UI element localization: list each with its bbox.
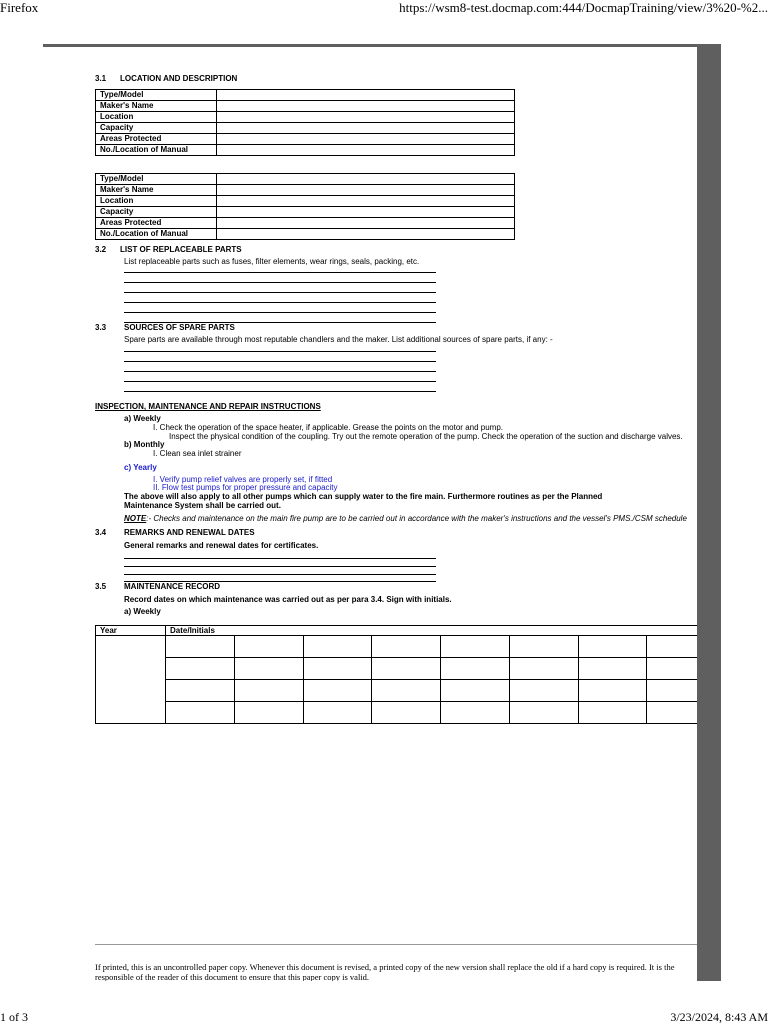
record-cell [647, 702, 697, 724]
section-3-3-number: 3.3 [95, 323, 107, 332]
table-row-label: Type/Model [96, 90, 217, 101]
record-cell [372, 658, 441, 680]
year-cell [96, 636, 166, 724]
table-cell [217, 134, 515, 145]
record-cell [166, 702, 235, 724]
section-3-2-title: LIST OF REPLACEABLE PARTS [120, 245, 242, 254]
inspection-title: INSPECTION, MAINTENANCE AND REPAIR INSTRUCTIONS [95, 402, 321, 411]
record-cell [166, 636, 235, 658]
table-row-label: Maker's Name [96, 185, 217, 196]
table-cell [217, 229, 515, 240]
section-3-1-number: 3.1 [95, 74, 107, 83]
record-cell [441, 658, 510, 680]
record-cell [372, 636, 441, 658]
record-cell [166, 680, 235, 702]
section-3-4-title: REMARKS AND RENEWAL DATES [124, 528, 255, 537]
record-cell [509, 680, 578, 702]
inspection-note [124, 514, 687, 524]
section-3-4-text: General remarks and renewal dates for certificates. [124, 541, 319, 550]
record-cell [372, 680, 441, 702]
write-line [124, 371, 436, 372]
record-cell [303, 658, 372, 680]
uncontrolled-copy-disclaimer: If printed, this is an uncontrolled paper copy. Whenever this document is revised, a printed copy of the new version shall replace the old if a hard copy is required. It is the responsible of the reader of this document to ensure that this paper copy is valid. [95, 962, 675, 981]
table-row-label: Areas Protected [96, 218, 217, 229]
write-line [124, 381, 436, 382]
table-cell [217, 196, 515, 207]
yearly-label: c) Yearly [124, 463, 157, 472]
record-cell [509, 636, 578, 658]
record-cell [234, 636, 303, 658]
col-year: Year [96, 626, 166, 636]
record-cell [509, 658, 578, 680]
document-viewer [43, 44, 721, 981]
write-line [124, 282, 436, 283]
monthly-label: b) Monthly [124, 440, 165, 449]
print-timestamp: 3/23/2024, 8:43 AM [670, 1010, 768, 1024]
section-3-1-title: LOCATION AND DESCRIPTION [120, 74, 238, 83]
record-cell [166, 658, 235, 680]
weekly-item: Inspect the physical condition of the coupling. Try out the remote operation of the pump. Check the operation of the suction and discharge valves. [169, 432, 683, 441]
record-weekly-label: a) Weekly [124, 607, 161, 616]
record-cell [441, 636, 510, 658]
page-url: https://wsm8-test.docmap.com:444/DocmapTraining/view/3%20-%2... [399, 0, 768, 15]
record-cell [509, 702, 578, 724]
record-cell [303, 702, 372, 724]
table-row-label: Areas Protected [96, 134, 217, 145]
table-row-label: Capacity [96, 123, 217, 134]
record-cell [234, 702, 303, 724]
monthly-item: I. Clean sea inlet strainer [153, 449, 242, 458]
record-cell [578, 680, 647, 702]
record-cell [647, 658, 697, 680]
page-count: 1 of 3 [0, 1010, 28, 1024]
record-cell [578, 702, 647, 724]
table-cell [217, 174, 515, 185]
record-cell [578, 636, 647, 658]
record-cell [647, 636, 697, 658]
col-date-initials: Date/Initials [166, 626, 698, 636]
write-line [124, 558, 436, 559]
note-label: NOTE [124, 514, 147, 523]
write-line [124, 574, 436, 575]
inspection-summary: Maintenance System shall be carried out. [124, 501, 281, 510]
record-cell [234, 680, 303, 702]
section-3-3-title: SOURCES OF SPARE PARTS [124, 323, 235, 332]
write-line [124, 351, 436, 352]
table-row-label: Location [96, 196, 217, 207]
table-cell [217, 101, 515, 112]
section-3-4-number: 3.4 [95, 528, 107, 537]
record-cell [441, 702, 510, 724]
table-row-label: Maker's Name [96, 101, 217, 112]
record-cell [234, 658, 303, 680]
weekly-label: a) Weekly [124, 414, 161, 423]
section-3-5-title: MAINTENANCE RECORD [124, 582, 220, 591]
location-table-2 [95, 173, 515, 240]
table-row-label: Capacity [96, 207, 217, 218]
record-cell [647, 680, 697, 702]
table-row-label: Location [96, 112, 217, 123]
section-3-5-text: Record dates on which maintenance was carried out as per para 3.4. Sign with initials. [124, 595, 452, 604]
record-cell [303, 680, 372, 702]
table-cell [217, 185, 515, 196]
yearly-item: II. Flow test pumps for proper pressure and capacity [153, 483, 338, 492]
table-cell [217, 207, 515, 218]
inspection-summary: The above will also apply to all other pumps which can supply water to the fire main. Furthermore routines as per the Planned [124, 492, 603, 501]
write-line [124, 361, 436, 362]
record-cell [578, 658, 647, 680]
table-cell [217, 218, 515, 229]
write-line [124, 312, 436, 313]
write-line [124, 566, 436, 567]
maintenance-record-table [95, 625, 697, 724]
table-cell [217, 112, 515, 123]
table-cell [217, 145, 515, 156]
footer-divider [95, 944, 697, 945]
section-3-3-text: Spare parts are available through most reputable chandlers and the maker. List additional sources of spare parts, if any: - [124, 335, 553, 344]
section-3-2-number: 3.2 [95, 245, 107, 254]
table-row-label: No./Location of Manual [96, 145, 217, 156]
section-3-2-text: List replaceable parts such as fuses, filter elements, wear rings, seals, packing, etc. [124, 257, 420, 266]
write-line [124, 391, 436, 392]
write-line [124, 272, 436, 273]
yearly-item: I. Verify pump relief valves are properly set, if fitted [153, 475, 333, 484]
table-cell [217, 90, 515, 101]
record-cell [303, 636, 372, 658]
table-cell [217, 123, 515, 134]
record-cell [372, 702, 441, 724]
table-row-label: Type/Model [96, 174, 217, 185]
weekly-item: I. Check the operation of the space heater, if applicable. Grease the points on the motor and pump. [153, 423, 503, 432]
document-page [43, 47, 697, 981]
section-3-5-number: 3.5 [95, 582, 107, 591]
record-cell [441, 680, 510, 702]
browser-app-name: Firefox [0, 0, 39, 15]
write-line [124, 302, 436, 303]
write-line [124, 292, 436, 293]
location-table-1 [95, 89, 515, 156]
note-text: :- Checks and maintenance on the main fire pump are to be carried out in accordance with the maker's instructions and the vessel's PMS./CSM schedule [146, 514, 687, 523]
table-row-label: No./Location of Manual [96, 229, 217, 240]
